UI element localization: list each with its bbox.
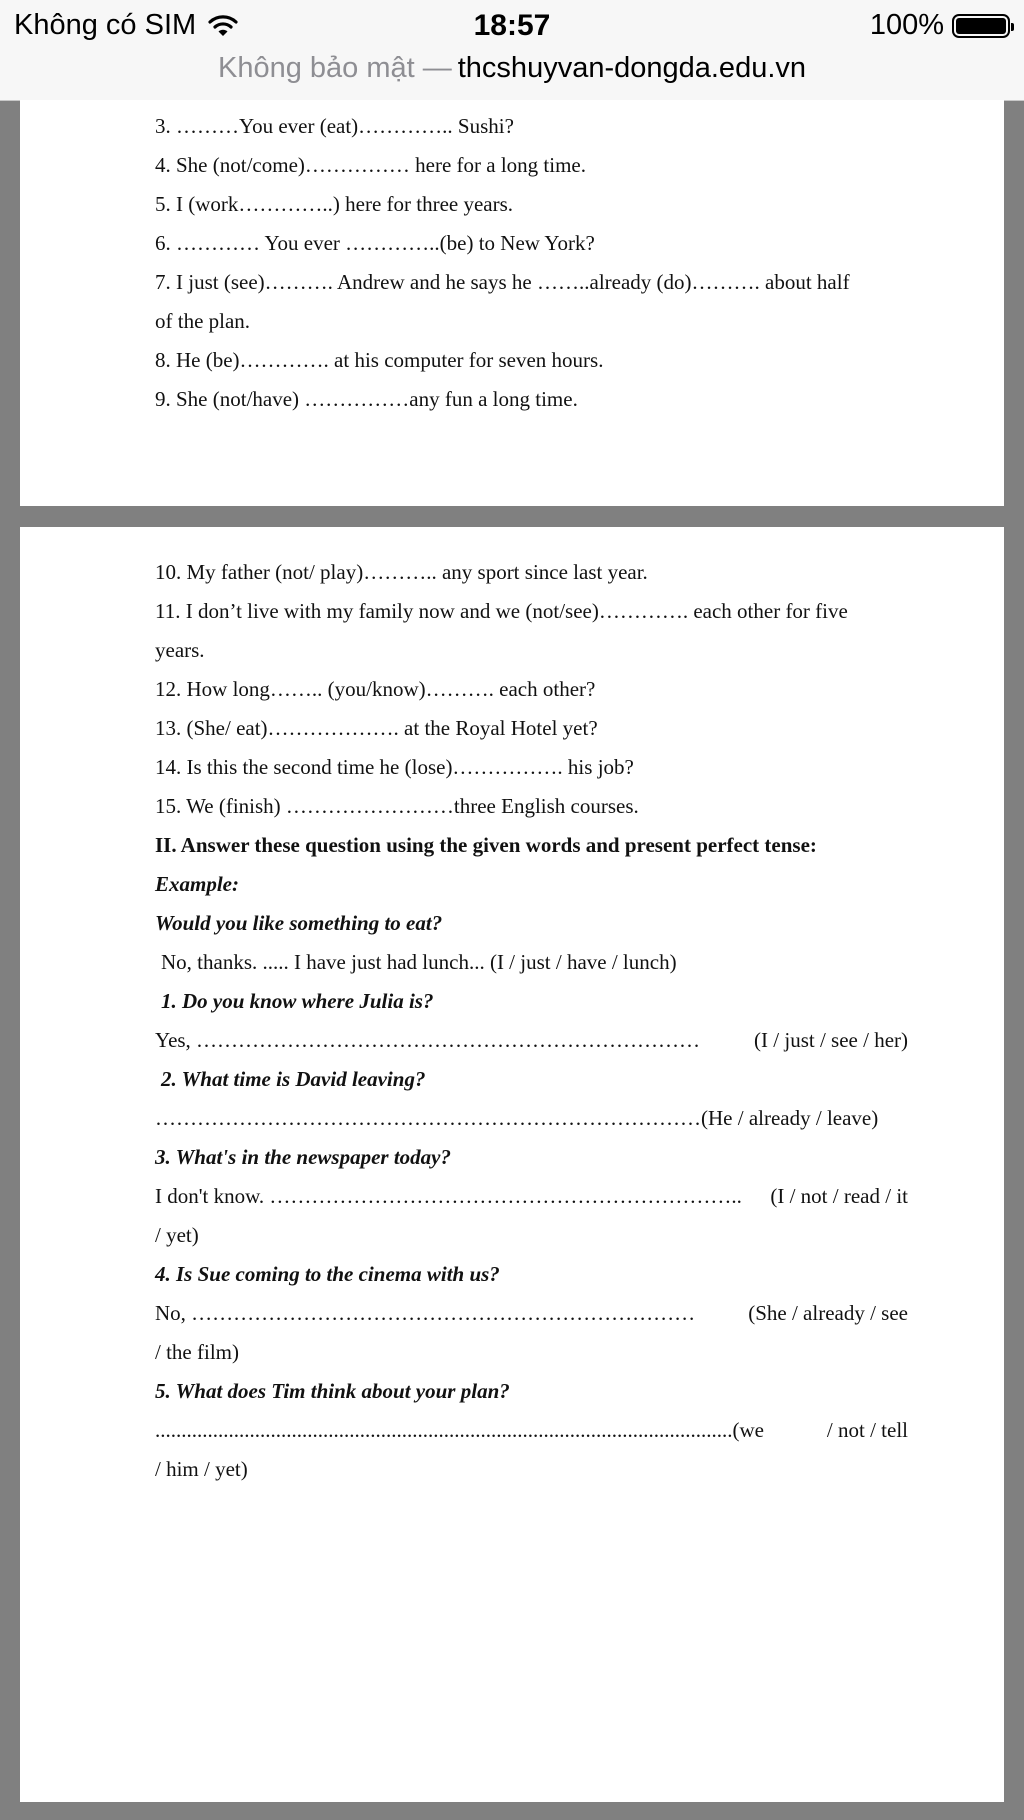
document-page-2	[20, 527, 1004, 1802]
question-4: 4. Is Sue coming to the cinema with us?	[155, 1262, 500, 1286]
answer-blank: Yes, ………………………………………………………………	[155, 1028, 701, 1052]
answer-line-5	[155, 1418, 908, 1443]
answer-blank: No, ………………………………………………………………	[155, 1301, 696, 1325]
battery-fill	[956, 18, 1006, 34]
answer-hint: (She / already / see	[748, 1301, 908, 1325]
answer-line-2: ……………………………………………………………………(He / already / leave)	[155, 1106, 879, 1130]
status-bar	[0, 0, 1024, 52]
answer-hint: (I / just / see / her)	[754, 1028, 908, 1052]
exercise-line: of the plan.	[155, 309, 251, 333]
question-5: 5. What does Tim think about your plan?	[155, 1379, 510, 1403]
answer-continuation-3: / yet)	[155, 1223, 199, 1247]
question-3: 3. What's in the newspaper today?	[155, 1145, 451, 1169]
exercise-line: 4. She (not/come)…………… here for a long time.	[155, 153, 586, 177]
answer-continuation-4: / the film)	[155, 1340, 239, 1364]
exercise-line: 12. How long…….. (you/know)………. each other?	[155, 677, 596, 701]
answer-line-4	[155, 1301, 908, 1326]
answer-line-1	[155, 1028, 908, 1053]
exercise-line: 13. (She/ eat)………………. at the Royal Hotel yet?	[155, 716, 598, 740]
answer-hint: (I / not / read / it	[770, 1184, 908, 1208]
exercise-line: 14. Is this the second time he (lose)……………. his job?	[155, 755, 634, 779]
exercise-line: 10. My father (not/ play)……….. any sport since last year.	[155, 560, 648, 584]
carrier-info	[14, 9, 238, 42]
battery-status	[870, 9, 1010, 42]
security-label: Không bảo mật —	[217, 52, 452, 84]
question-2: 2. What time is David leaving?	[161, 1067, 426, 1091]
answer-continuation-5: / him / yet)	[155, 1457, 248, 1481]
exercise-line: 3. ………You ever (eat)………….. Sushi?	[155, 114, 514, 138]
answer-blank: I don't know. …………………………………………………………..	[155, 1184, 742, 1208]
exercise-line: 11. I don’t live with my family now and we (not/see)…………. each other for five	[155, 599, 848, 623]
carrier-label: Không có SIM	[14, 9, 197, 41]
exercise-line: 8. He (be)…………. at his computer for seven hours.	[155, 348, 604, 372]
battery-icon	[952, 14, 1010, 38]
exercise-line: 15. We (finish) ……………………three English courses.	[155, 794, 639, 818]
example-answer: No, thanks. ..... I have just had lunch... (I / just / have / lunch)	[161, 950, 677, 974]
clock: 18:57	[473, 9, 551, 42]
url-host: thcshuyvan-dongda.edu.vn	[457, 52, 807, 84]
document-page-1	[20, 100, 1004, 506]
exercise-line: 6. ………… You ever …………..(be) to New York?	[155, 231, 595, 255]
answer-line-3	[155, 1184, 908, 1209]
exercise-line: years.	[155, 638, 205, 662]
answer-blank: ..............................................................................................................(we	[155, 1418, 764, 1442]
answer-hint: / not / tell	[826, 1418, 908, 1442]
exercise-line: 9. She (not/have) ……………any fun a long time.	[155, 387, 578, 411]
exercise-line: 5. I (work…………..) here for three years.	[155, 192, 514, 216]
wifi-icon	[208, 14, 238, 38]
battery-percent: 100%	[869, 9, 944, 41]
question-1: 1. Do you know where Julia is?	[161, 989, 434, 1013]
example-question: Would you like something to eat?	[155, 911, 443, 935]
example-label: Example:	[155, 872, 239, 896]
section-title: II. Answer these question using the given words and present perfect tense:	[155, 833, 817, 857]
exercise-line: 7. I just (see)………. Andrew and he says he ……..already (do)………. about half	[155, 270, 850, 294]
address-bar[interactable]	[0, 52, 1024, 101]
